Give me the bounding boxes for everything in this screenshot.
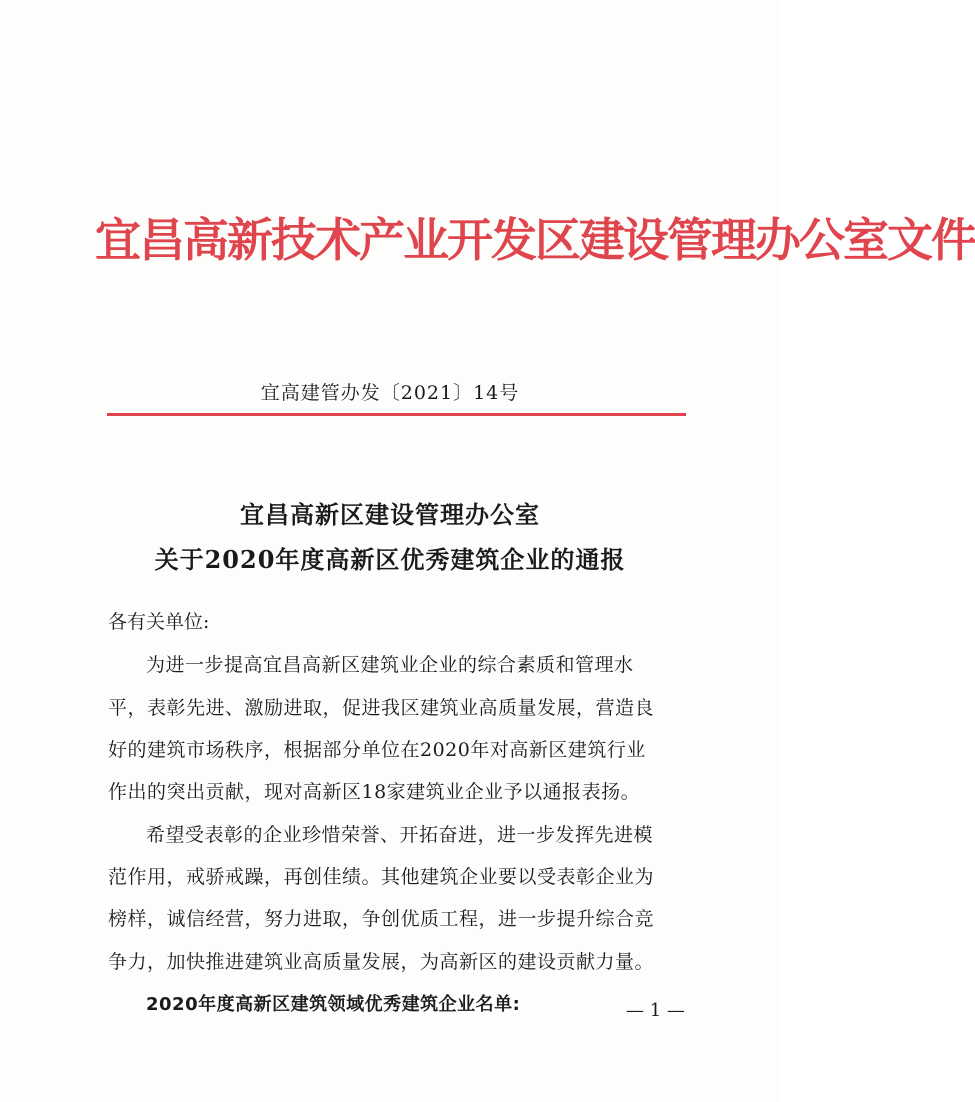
paragraph-1-line: 好的建筑市场秩序，根据部分单位在2020年对高新区建筑行业 <box>108 739 646 761</box>
red-divider-line <box>107 413 686 416</box>
salutation: 各有关单位: <box>108 611 210 633</box>
paragraph-2-line: 希望受表彰的企业珍惜荣誉、开拓奋进，进一步发挥先进模 <box>146 824 654 846</box>
paragraph-2-line: 争力，加快推进建筑业高质量发展，为高新区的建设贡献力量。 <box>108 951 655 973</box>
paragraph-2-line: 榜样，诚信经营，努力进取，争创优质工程，进一步提升综合竞 <box>108 908 655 930</box>
list-heading: 2020年度高新区建筑领域优秀建筑企业名单: <box>146 994 521 1015</box>
document-title-line-1: 宜昌高新区建设管理办公室 <box>240 500 540 529</box>
document-number: 宜高建管办发〔2021〕14号 <box>260 382 520 404</box>
paragraph-2-line: 范作用，戒骄戒躁，再创佳绩。其他建筑企业要以受表彰企业为 <box>108 866 655 888</box>
paragraph-1-line: 平，表彰先进、激励进取，促进我区建筑业高质量发展，营造良 <box>108 697 655 719</box>
paragraph-1-line: 作出的突出贡献，现对高新区18家建筑业企业予以通报表扬。 <box>108 781 641 803</box>
paragraph-1-line: 为进一步提高宜昌高新区建筑业企业的综合素质和管理水 <box>146 654 634 676</box>
issuing-organization-header: 宜昌高新技术产业开发区建设管理办公室文件 <box>95 213 975 267</box>
document-title-line-2: 关于2020年度高新区优秀建筑企业的通报 <box>154 545 626 574</box>
page-number: — 1 — <box>626 1000 685 1021</box>
